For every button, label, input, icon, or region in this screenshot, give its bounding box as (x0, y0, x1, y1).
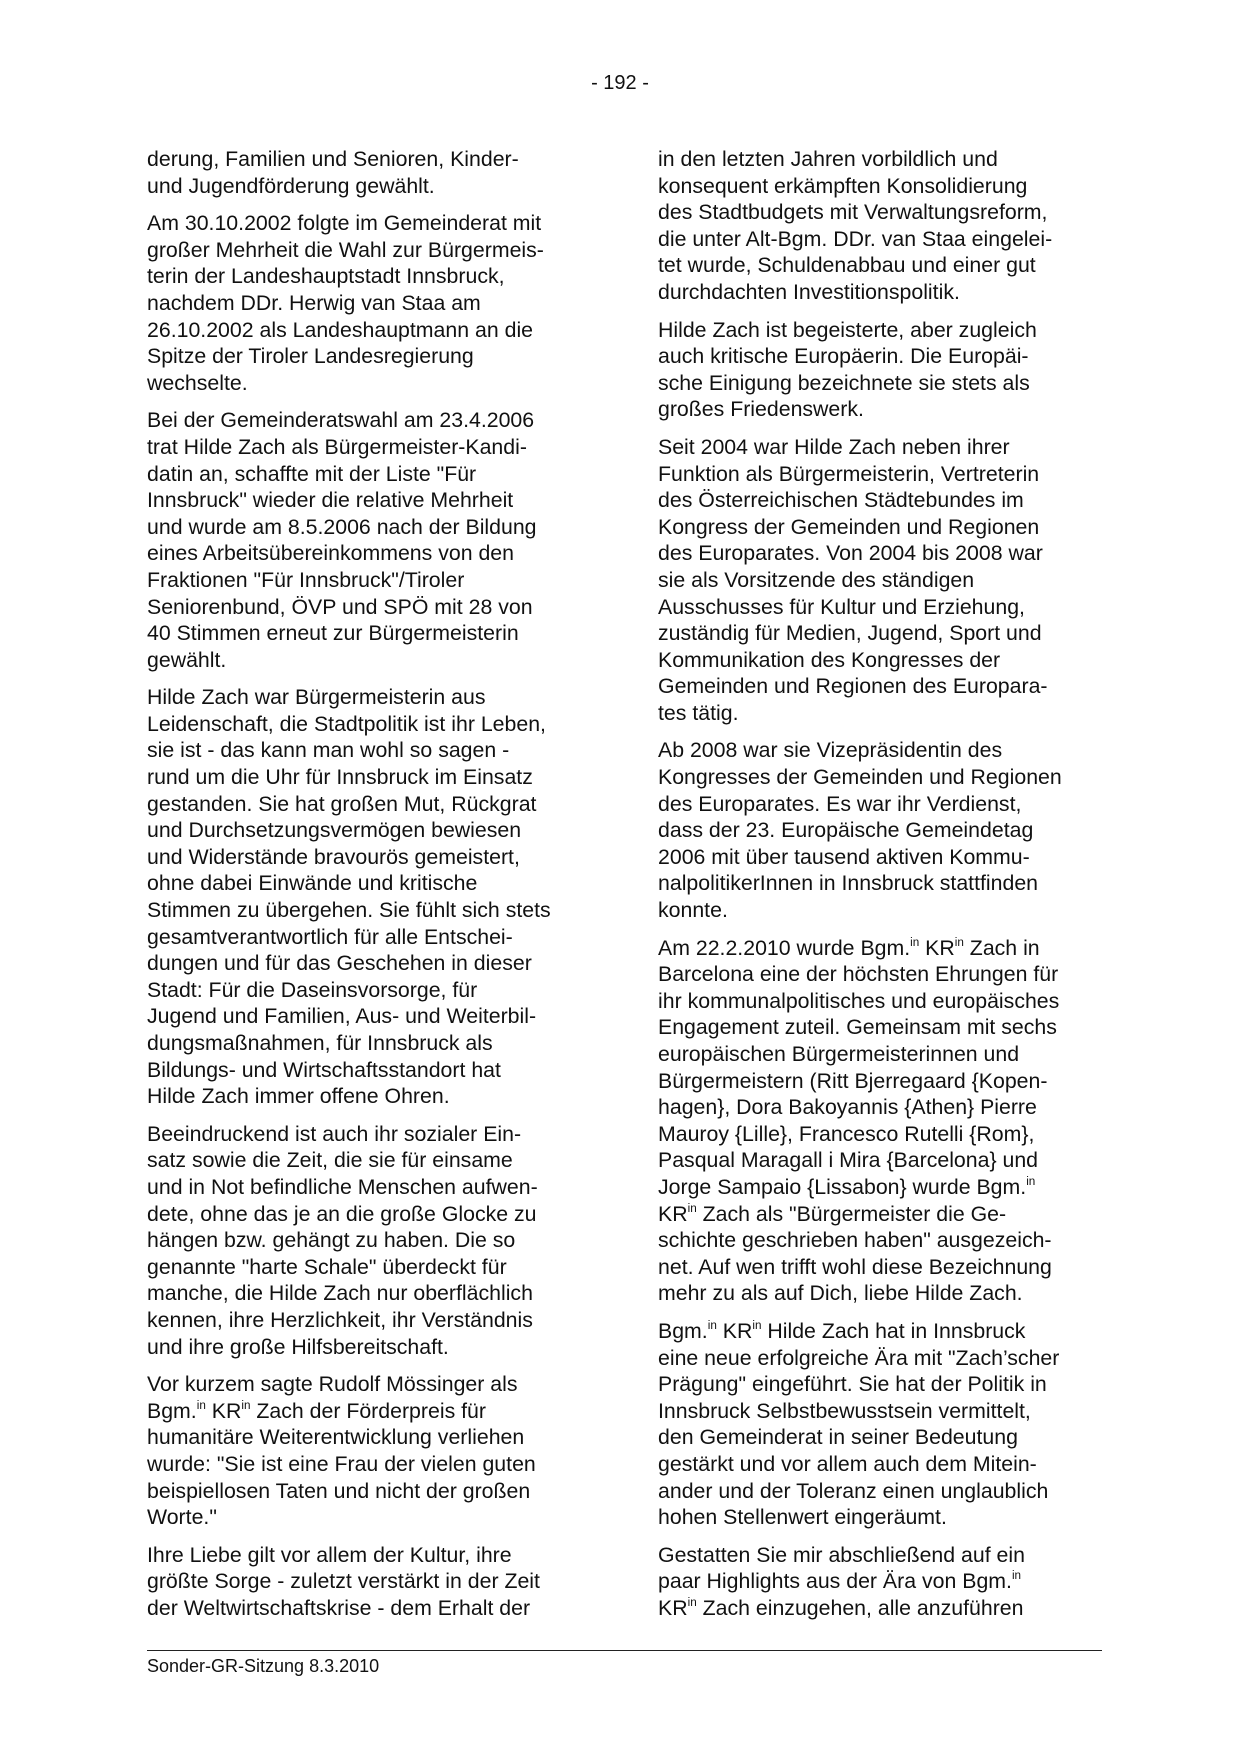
footer-divider (147, 1650, 1102, 1651)
text-line: $KR^{in}$ Zach einzugehen, alle anzuführen (658, 1595, 1024, 1620)
text-line: Bei der Gemeinderatswahl am 23.4.2006 (147, 408, 535, 433)
text-line: dete, ohne das je an die große Glocke zu (147, 1201, 537, 1226)
text-line: derung, Familien und Senioren, Kinder- (147, 147, 519, 171)
text-line: des Europarates. Von 2004 bis 2008 war (658, 541, 1043, 566)
text-line: den Gemeinderat in seiner Bedeutung (658, 1425, 1018, 1450)
text-line: dungsmaßnahmen, für Innsbruck als (147, 1031, 493, 1055)
text-line: und Jugendförderung gewählt. (147, 173, 435, 198)
text-line: Stimmen zu übergehen. Sie fühlt sich stets (147, 898, 551, 923)
text-line: auch kritische Europäerin. Die Europäi- (658, 344, 1029, 369)
text-line: konnte. (658, 898, 728, 923)
text-line: zuständig für Medien, Jugend, Sport und (658, 621, 1042, 646)
right-column (658, 146, 1108, 1632)
text-line: Bildungs- und Wirtschaftsstandort hat (147, 1057, 501, 1082)
text-line: dungen und für das Geschehen in dieser (147, 951, 532, 976)
paragraph (658, 146, 1108, 306)
text-line: net. Auf wen trifft wohl diese Bezeichnung (658, 1254, 1052, 1279)
text-line: des Stadtbudgets mit Verwaltungsreform, (658, 200, 1048, 225)
text-line: Innsbruck Selbstbewusstsein vermittelt, (658, 1398, 1031, 1423)
text-line: Innsbruck" wieder die relative Mehrheit (147, 488, 514, 513)
text-line: sche Einigung bezeichnete sie stets als (658, 370, 1030, 395)
paragraph (658, 317, 1108, 423)
text-line: großes Friedenswerk. (658, 397, 864, 422)
text-line: Hilde Zach immer offene Ohren. (147, 1084, 450, 1109)
text-line: großer Mehrheit die Wahl zur Bürgermeis- (147, 237, 544, 262)
text-line: Barcelona eine der höchsten Ehrungen für (658, 962, 1059, 987)
text-line: ihr kommunalpolitisches und europäisches (658, 988, 1060, 1013)
text-line: Mauroy {Lille}, Francesco Rutelli {Rom}, (658, 1121, 1035, 1146)
text-line: Ihre Liebe gilt vor allem der Kultur, ihre (147, 1542, 512, 1567)
paragraph (147, 684, 587, 1110)
text-line: gestärkt und vor allem auch dem Mitein- (658, 1451, 1037, 1476)
text-line: und in Not befindliche Menschen aufwen- (147, 1174, 538, 1199)
paragraph (658, 434, 1108, 727)
text-line: humanitäre Weiterentwicklung verliehen (147, 1425, 525, 1450)
text-line: Kongress der Gemeinden und Regionen (658, 514, 1040, 539)
text-line: Fraktionen "Für Innsbruck"/Tiroler (147, 567, 465, 592)
text-line: wechselte. (147, 370, 248, 395)
text-line: manche, die Hilde Zach nur oberflächlich (147, 1281, 533, 1306)
text-line: Vor kurzem sagte Rudolf Mössinger als (147, 1372, 518, 1397)
text-line: $KR^{in}$ Zach als "Bürgermeister die Ge- (658, 1201, 1007, 1226)
text-line: Prägung" eingeführt. Sie hat der Politik in (658, 1372, 1047, 1397)
text-line: Ausschusses für Kultur und Erziehung, (658, 594, 1025, 619)
text-line: größte Sorge - zuletzt verstärkt in der Zeit (147, 1569, 540, 1594)
text-line: gesamtverantwortlich für alle Entschei- (147, 924, 513, 949)
text-line: Pasqual Maragall i Mira {Barcelona} und (658, 1148, 1039, 1173)
text-line: gewählt. (147, 647, 227, 672)
text-line: Seniorenbund, ÖVP und SPÖ mit 28 von (147, 594, 533, 619)
text-line: und ihre große Hilfsbereitschaft. (147, 1334, 449, 1359)
text-line: terin der Landeshauptstadt Innsbruck, (147, 264, 505, 289)
text-line: kennen, ihre Herzlichkeit, ihr Verständnis (147, 1307, 533, 1332)
text-line: konsequent erkämpften Konsolidierung (658, 173, 1028, 198)
text-line: Kongresses der Gemeinden und Regionen (658, 765, 1062, 790)
text-line: Am 30.10.2002 folgte im Gemeinderat mit (147, 211, 542, 236)
text-line: eine neue erfolgreiche Ära mit "Zach’scher (658, 1345, 1060, 1370)
paragraph (658, 1318, 1108, 1531)
text-line: wurde: "Sie ist eine Frau der vielen guten (147, 1451, 536, 1476)
text-line: 40 Stimmen erneut zur Bürgermeisterin (147, 621, 519, 646)
text-line: gestanden. Sie hat großen Mut, Rückgrat (147, 791, 537, 816)
paragraph (658, 1542, 1108, 1622)
text-line: Jorge Sampaio {Lissabon} wurde Bgm.$^{in}$ (658, 1174, 1036, 1199)
text-line: tes tätig. (658, 700, 739, 725)
text-line: paar Highlights aus der Ära von Bgm.$^{in}$ (658, 1569, 1022, 1594)
text-line: Seit 2004 war Hilde Zach neben ihrer (658, 434, 1010, 459)
paragraph (147, 1371, 587, 1531)
text-line: sie ist - das kann man wohl so sagen - (147, 738, 510, 763)
text-line: durchdachten Investitionspolitik. (658, 279, 960, 304)
footer-text: Sonder-GR-Sitzung 8.3.2010 (147, 1656, 380, 1676)
paragraph (147, 210, 587, 396)
text-line: Jugend und Familien, Aus- und Weiterbil- (147, 1004, 537, 1029)
text-line: beispiellosen Taten und nicht der großen (147, 1478, 531, 1503)
text-line: 2006 mit über tausend aktiven Kommu- (658, 844, 1030, 869)
text-line: rund um die Uhr für Innsbruck im Einsatz (147, 765, 533, 790)
text-line: und wurde am 8.5.2006 nach der Bildung (147, 514, 537, 539)
text-line: Ab 2008 war sie Vizepräsidentin des (658, 738, 1003, 763)
text-line: schichte geschrieben haben" ausgezeich- (658, 1228, 1052, 1253)
text-line: Spitze der Tiroler Landesregierung (147, 344, 474, 369)
text-line: eines Arbeitsübereinkommens von den (147, 541, 514, 566)
text-line: der Weltwirtschaftskrise - dem Erhalt der (147, 1595, 531, 1620)
text-line: und Widerstände bravourös gemeistert, (147, 844, 520, 869)
text-line: Bgm.$^{in}$ $KR^{in}$ Hilde Zach hat in Innsbruck (658, 1318, 1026, 1343)
paragraph (658, 737, 1108, 923)
text-line: genannte "harte Schale" überdeckt für (147, 1254, 507, 1279)
text-line: und Durchsetzungsvermögen bewiesen (147, 818, 522, 843)
text-line: europäischen Bürgermeisterinnen und (658, 1042, 1020, 1066)
text-line: nalpolitikerInnen in Innsbruck stattfinden (658, 871, 1039, 896)
text-line: ohne dabei Einwände und kritische (147, 871, 478, 896)
text-line: Gestatten Sie mir abschließend auf ein (658, 1542, 1025, 1567)
text-line: nachdem DDr. Herwig van Staa am (147, 290, 481, 315)
text-line: die unter Alt-Bgm. DDr. van Staa eingelei- (658, 226, 1053, 251)
text-line: des Europarates. Es war ihr Verdienst, (658, 791, 1022, 816)
text-line: Bgm.$^{in}$ $KR^{in}$ Zach der Förderpreis für (147, 1398, 486, 1423)
paragraph (147, 1121, 587, 1360)
text-line: Bürgermeistern (Ritt Bjerregaard {Kopen- (658, 1068, 1048, 1093)
text-line: Beeindruckend ist auch ihr sozialer Ein- (147, 1121, 522, 1146)
text-line: des Österreichischen Städtebundes im (658, 488, 1024, 513)
text-line: datin an, schaffte mit der Liste "Für (147, 461, 477, 486)
text-line: hagen}, Dora Bakoyannis {Athen} Pierre (658, 1095, 1037, 1120)
text-line: tet wurde, Schuldenabbau und einer gut (658, 253, 1036, 278)
text-line: Hilde Zach ist begeisterte, aber zugleich (658, 317, 1037, 342)
text-line: Leidenschaft, die Stadtpolitik ist ihr Leben, (147, 711, 546, 736)
text-line: dass der 23. Europäische Gemeindetag (658, 818, 1034, 843)
text-line: Am 22.2.2010 wurde Bgm.$^{in}$ $KR^{in}$ Zach in (658, 935, 1040, 960)
text-line: satz sowie die Zeit, die sie für einsame (147, 1148, 513, 1173)
text-line: trat Hilde Zach als Bürgermeister-Kandi- (147, 434, 527, 459)
text-line: Kommunikation des Kongresses der (658, 647, 1001, 672)
text-line: Gemeinden und Regionen des Europara- (658, 674, 1048, 699)
text-line: mehr zu als auf Dich, liebe Hilde Zach. (658, 1281, 1023, 1306)
text-line: Stadt: Für die Daseinsvorsorge, für (147, 977, 478, 1002)
paragraph (147, 146, 587, 199)
text-line: Hilde Zach war Bürgermeisterin aus (147, 685, 486, 710)
text-line: Worte." (147, 1505, 217, 1530)
left-column (147, 146, 587, 1632)
text-line: hohen Stellenwert eingeräumt. (658, 1505, 947, 1530)
text-line: Funktion als Bürgermeisterin, Vertreterin (658, 461, 1040, 486)
text-line: 26.10.2002 als Landeshauptmann an die (147, 317, 534, 342)
text-line: hängen bzw. gehängt zu haben. Die so (147, 1228, 516, 1253)
paragraph (147, 1542, 587, 1622)
text-line: ander und der Toleranz einen unglaublich (658, 1478, 1049, 1503)
page-number: - 192 - (591, 72, 649, 94)
text-line: in den letzten Jahren vorbildlich und (658, 147, 998, 171)
text-line: Engagement zuteil. Gemeinsam mit sechs (658, 1015, 1057, 1040)
text-line: sie als Vorsitzende des ständigen (658, 567, 975, 592)
paragraph (147, 407, 587, 673)
paragraph (658, 935, 1108, 1307)
